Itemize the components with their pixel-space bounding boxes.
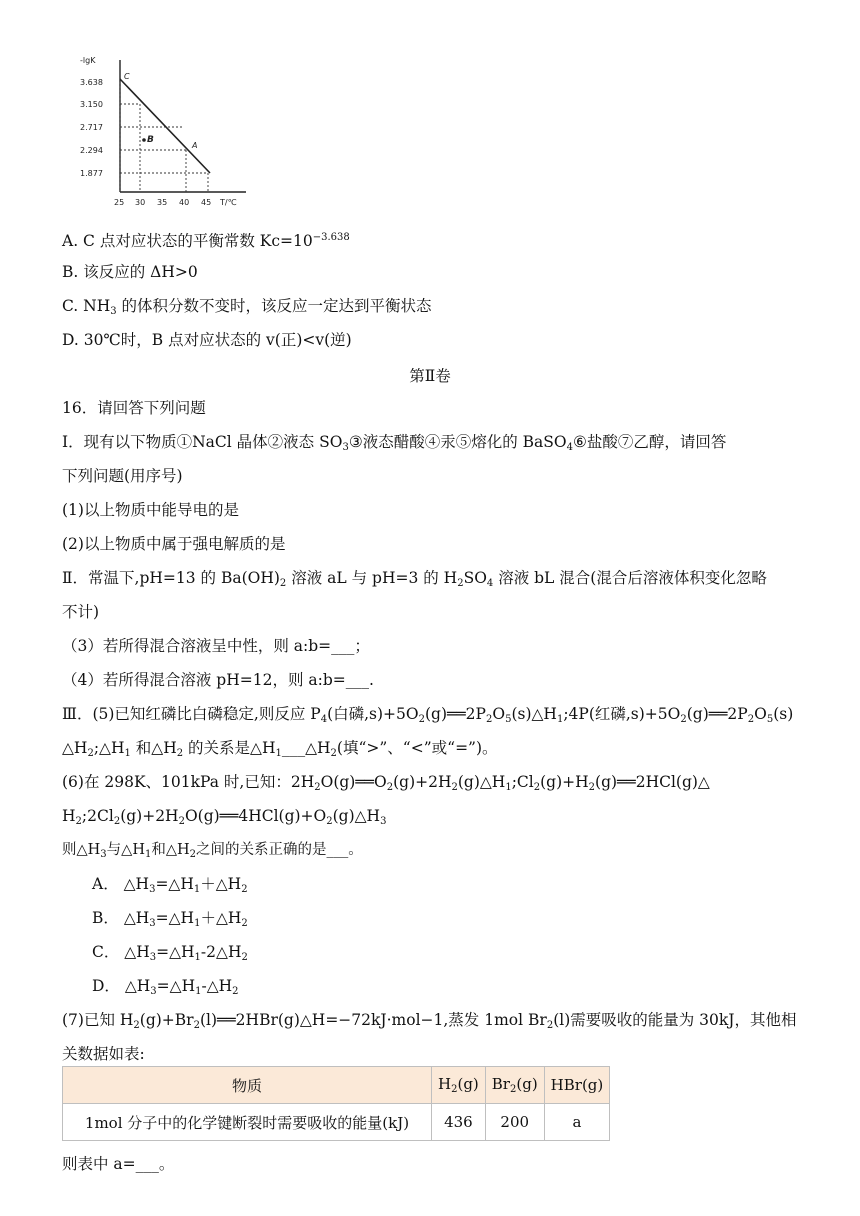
question-4: （4）若所得混合溶液 pH=12，则 a:b=___. xyxy=(62,671,374,689)
final-question: 则表中 a=___。 xyxy=(62,1155,175,1173)
point-b xyxy=(142,138,146,142)
point-label-c: C xyxy=(124,72,130,81)
graph-ylabel: -lgK xyxy=(80,56,96,65)
bond-energy-table xyxy=(62,1066,610,1141)
part-1-text-cont: 下列问题(用序号) xyxy=(62,467,183,485)
question-6: (6)在 298K、101kPa 时,已知：$2H_2O(g)══O_2(g)+2H_2(g)\triangle H_1;Cl_2(g)+H_2(g)══2HCl(g)\triangle$ xyxy=(62,773,710,793)
xtick-label: 45 xyxy=(201,198,212,207)
xtick-label: 25 xyxy=(114,198,125,207)
table-cell: a xyxy=(544,1104,610,1141)
ytick-label: 1.877 xyxy=(80,169,103,178)
ytick-label: 2.717 xyxy=(80,123,103,132)
xtick-label: 30 xyxy=(135,198,146,207)
question-7-cont: 关数据如表: xyxy=(62,1045,145,1063)
choice-a: A． $\triangle H_3=\triangle H_1+\triangle H_2$ xyxy=(92,875,248,895)
table-cell: 1mol 分子中的化学键断裂时需要吸收的能量(kJ) xyxy=(63,1104,432,1141)
question-16: 16．请回答下列问题 xyxy=(62,399,206,417)
table-header-cell: 物质 xyxy=(63,1067,432,1104)
graph-guides xyxy=(120,82,208,192)
part-3-text: Ⅲ．(5)已知红磷比白磷稳定,则反应 $P_4$(白磷$,s)+5O_2(g)══2P_2O_5(s)\triangle H_1;4P$(红磷$,s)+5O_2(g)══2P_2O_5(s)$ xyxy=(62,705,794,725)
question-6-ask: 则$\triangle H_3$与$\triangle H_1$和$\triangle H_2$之间的关系正确的是___。 xyxy=(62,842,363,860)
ytick-label: 2.294 xyxy=(80,146,103,155)
part-3-text-cont: $\triangle H_2;\triangle H_1$ 和$\triangle H_2$ 的关系是$\triangle H_1\_\_\_\triangle H_2$(填“>”、“<”或“=”)。 xyxy=(62,739,498,759)
table-header-cell: $H_2(g)$ xyxy=(432,1067,486,1104)
choice-c: C． $\triangle H_3=\triangle H_1-2\triangle H_2$ xyxy=(92,943,248,963)
section-title: 第Ⅱ卷 xyxy=(409,367,451,385)
table-header-cell: $Br_2(g)$ xyxy=(485,1067,544,1104)
xtick-label: 35 xyxy=(157,198,168,207)
option-c: C. $NH_3$ 的体积分数不变时，该反应一定达到平衡状态 xyxy=(62,297,432,317)
question-1: (1)以上物质中能导电的是 xyxy=(62,501,239,519)
point-label-a: A xyxy=(192,141,198,150)
question-6-cont: $H_2;2Cl_2(g)+2H_2O(g)══4HCl(g)+O_2(g)\triangle H_3$ xyxy=(62,807,387,827)
table-header-cell: HBr(g) xyxy=(544,1067,610,1104)
part-2-text: Ⅱ．常温下,pH=13 的 $Ba(OH)_2$ 溶液 aL 与 pH=3 的 $H_2SO_4$ 溶液 bL 混合(混合后溶液体积变化忽略 xyxy=(62,569,767,589)
xtick-label: 40 xyxy=(179,198,190,207)
graph-line xyxy=(120,79,210,173)
option-a: A. C 点对应状态的平衡常数 $Kc=10^{-3.638}$ xyxy=(62,232,350,250)
question-2: (2)以上物质中属于强电解质的是 xyxy=(62,535,286,553)
graph-xlabel: T/℃ xyxy=(220,198,237,207)
table-header-row xyxy=(63,1067,610,1104)
question-3: （3）若所得混合溶液呈中性，则 a:b=___； xyxy=(62,637,370,655)
choice-d: D． $\triangle H_3=\triangle H_1-\triangle H_2$ xyxy=(92,977,239,997)
ytick-label: 3.150 xyxy=(80,100,103,109)
option-d: D. 30℃时，B 点对应状态的 v(正)<v(逆) xyxy=(62,331,352,349)
part-1-text: Ⅰ．现有以下物质①NaCl 晶体②液态 $SO_3③$液态醋酸④汞⑤熔化的 BaSO$_4$⑥盐酸⑦乙醇，请回答 xyxy=(62,433,727,453)
ytick-label: 3.638 xyxy=(80,78,103,87)
question-7: (7)已知 $H_2(g)+Br_2(l)══2HBr(g)\triangle H=-72kJ\cdot mol-1$,蒸发 1mol $Br_2(l)$需要吸收的能量为 30kJ，其他相 xyxy=(62,1011,797,1031)
table-cell: 436 xyxy=(432,1104,486,1141)
point-label-b: B xyxy=(147,135,154,145)
choice-b: B． $\triangle H_3=\triangle H_1+\triangle H_2$ xyxy=(92,909,248,929)
option-b: B. 该反应的 ΔH>0 xyxy=(62,263,198,281)
table-row xyxy=(63,1104,610,1141)
table-cell: 200 xyxy=(485,1104,544,1141)
equilibrium-graph xyxy=(78,52,268,220)
part-2-text-cont: 不计) xyxy=(62,603,100,621)
